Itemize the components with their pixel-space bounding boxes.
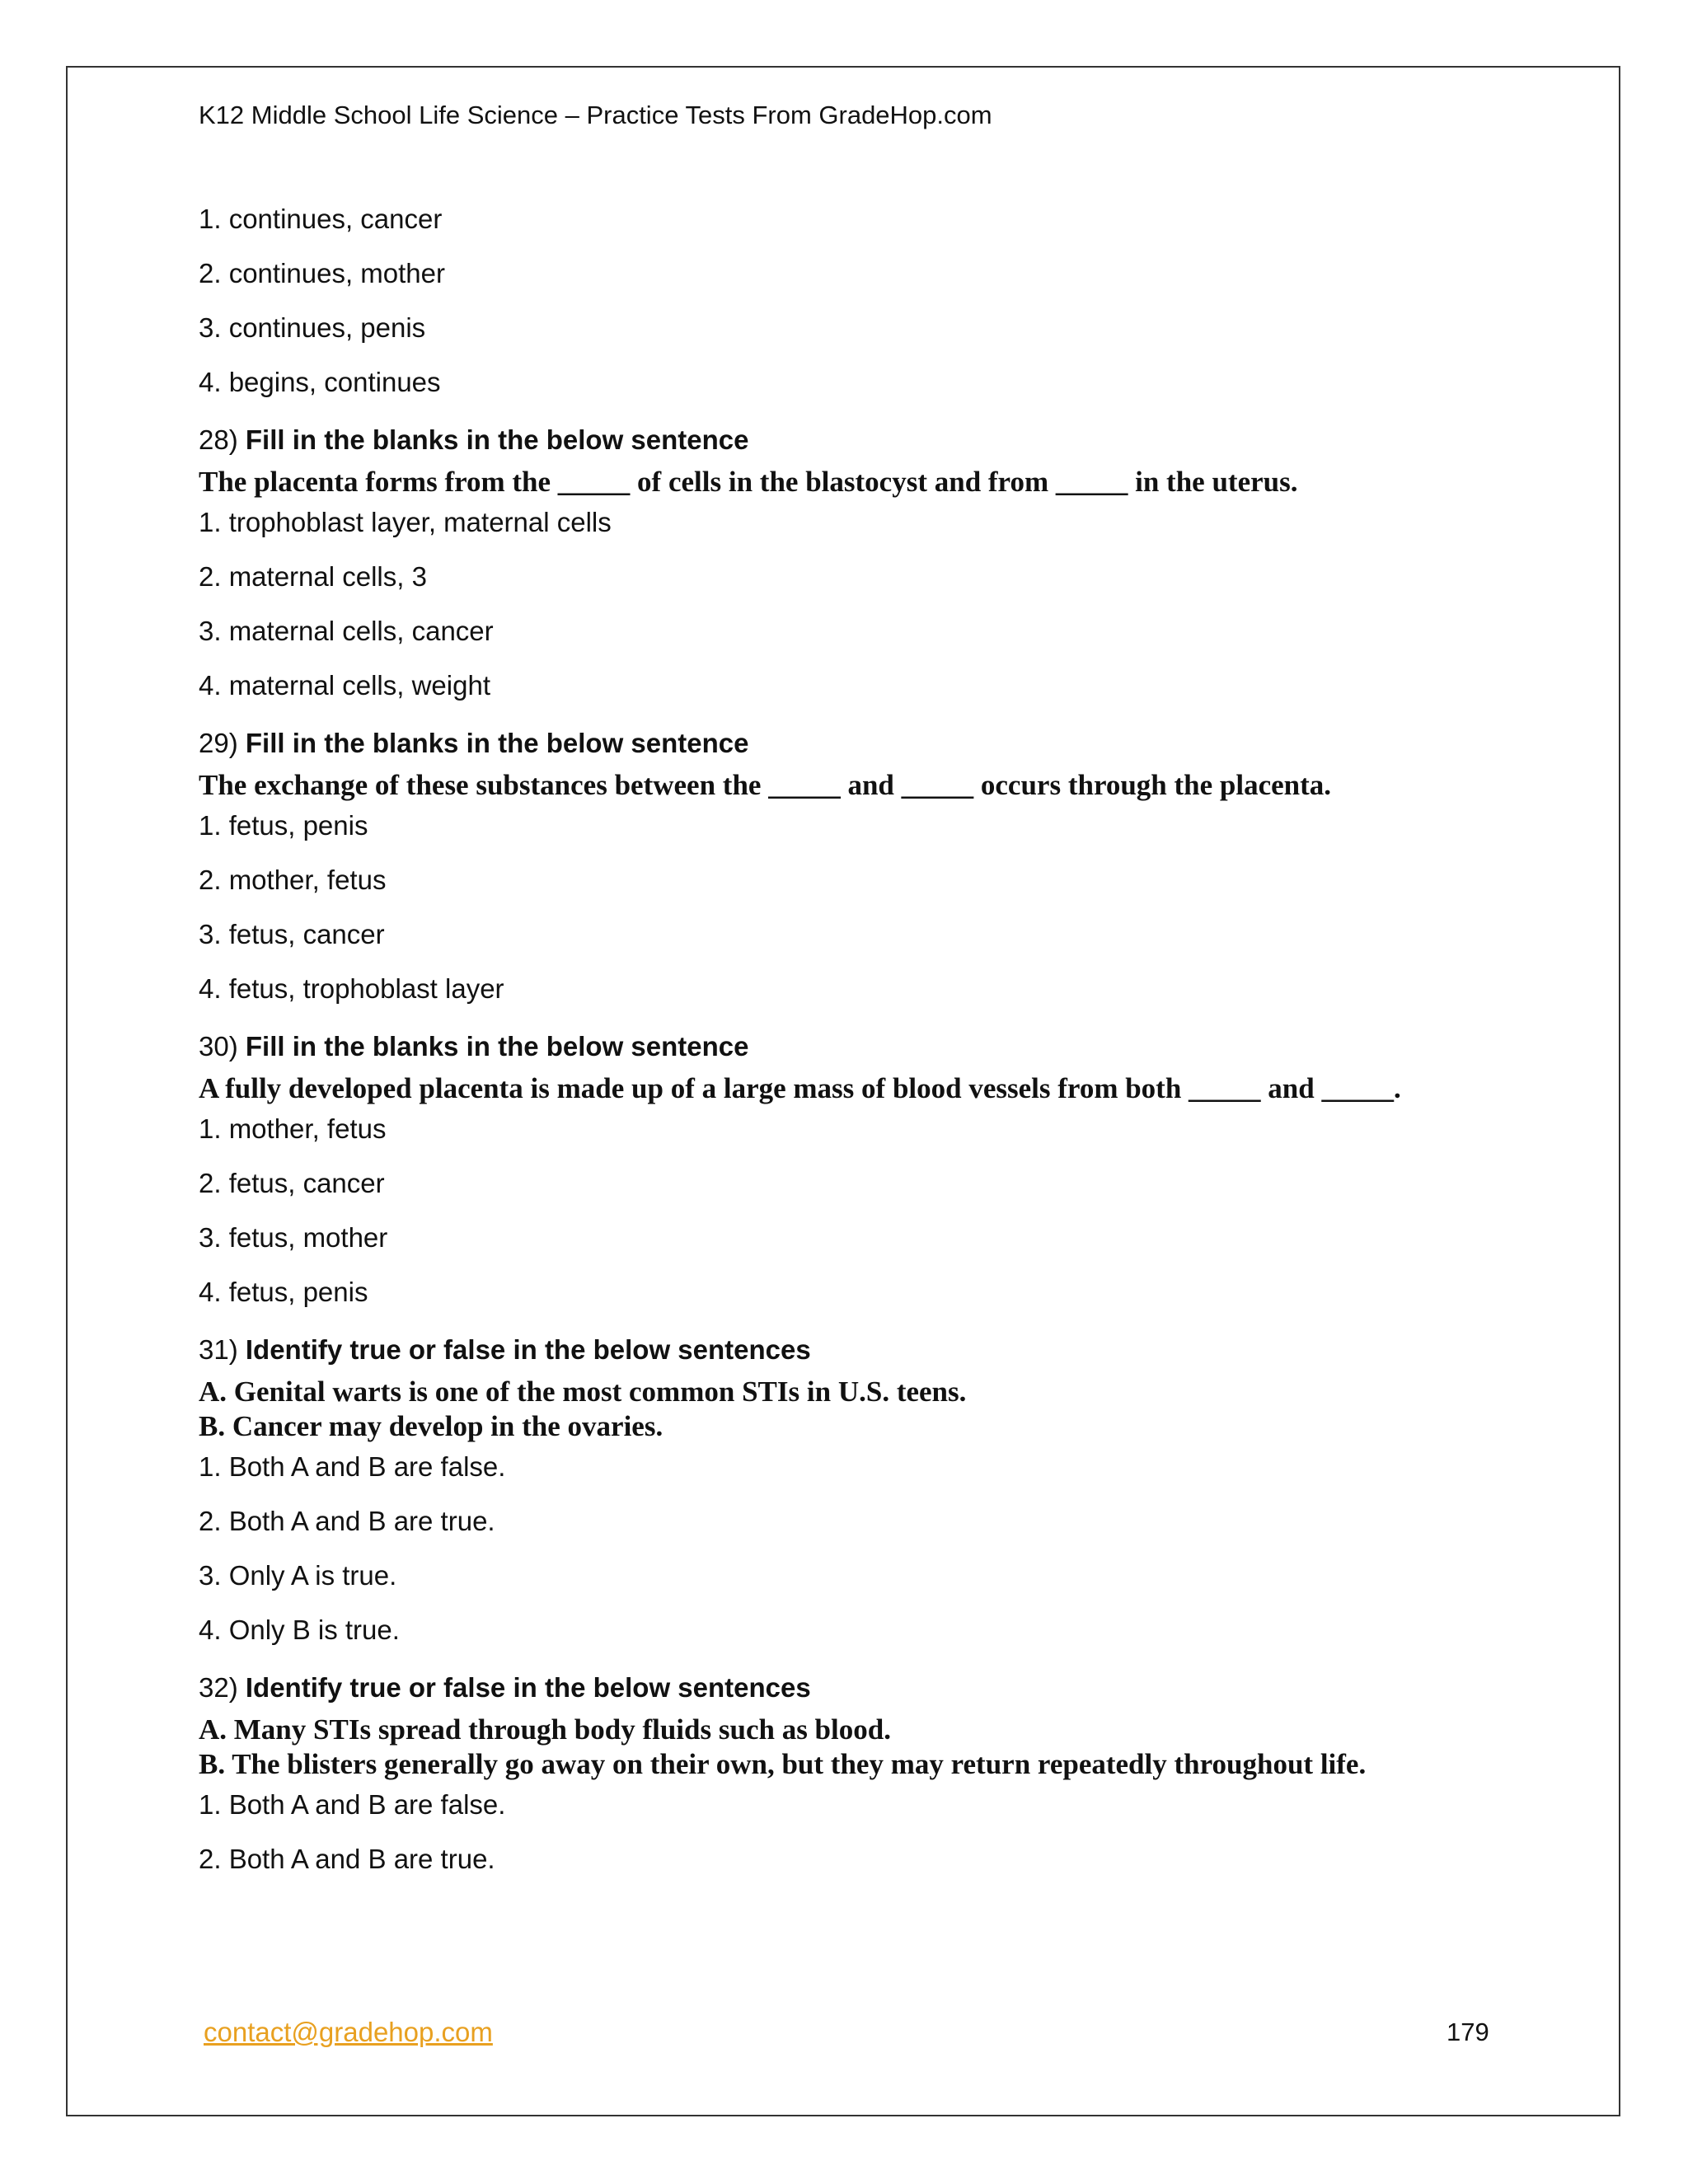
option: 4. fetus, penis	[199, 1277, 368, 1307]
option: 2. maternal cells, 3	[199, 561, 427, 592]
page-header: K12 Middle School Life Science – Practice Tests From GradeHop.com	[199, 101, 992, 129]
question-number: 31)	[199, 1334, 238, 1365]
question-31	[199, 1332, 1550, 1648]
question-32	[199, 1670, 1550, 1877]
question-28	[199, 422, 1550, 704]
option: 1. Both A and B are false.	[199, 1451, 506, 1482]
question-heading	[199, 422, 1550, 458]
option: 4. fetus, trophoblast layer	[199, 973, 504, 1004]
answer-options	[199, 1111, 1550, 1310]
answer-options	[199, 504, 1550, 704]
question-30	[199, 1029, 1550, 1310]
question-statement: A. Genital warts is one of the most common STIs in U.S. teens.	[199, 1376, 967, 1408]
question-instruction: Fill in the blanks in the below sentence	[245, 1031, 749, 1062]
question-number: 30)	[199, 1031, 238, 1062]
previous-question-options	[199, 201, 1550, 401]
option: 2. Both A and B are true.	[199, 1506, 495, 1536]
question-29	[199, 725, 1550, 1007]
question-instruction: Fill in the blanks in the below sentence	[245, 424, 749, 455]
option: 1. Both A and B are false.	[199, 1789, 506, 1820]
option: 4. Only B is true.	[199, 1615, 400, 1645]
question-statement: A fully developed placenta is made up of a large mass of blood vessels from both _____ and _____.	[199, 1072, 1401, 1104]
question-instruction: Identify true or false in the below sentences	[245, 1672, 811, 1703]
option: 2. mother, fetus	[199, 865, 387, 895]
answer-options	[199, 1449, 1550, 1648]
question-heading	[199, 1670, 1550, 1706]
answer-options	[199, 808, 1550, 1007]
option: 1. continues, cancer	[199, 204, 443, 234]
option: 3. Only A is true.	[199, 1560, 397, 1591]
option: 1. mother, fetus	[199, 1113, 387, 1144]
question-statement: B. The blisters generally go away on their own, but they may return repeatedly throughout life.	[199, 1748, 1367, 1780]
contact-email-link[interactable]: contact@gradehop.com	[204, 2017, 493, 2047]
answer-options	[199, 1787, 1550, 1877]
option: 3. fetus, mother	[199, 1222, 388, 1253]
option: 3. maternal cells, cancer	[199, 616, 494, 646]
question-instruction: Fill in the blanks in the below sentence	[245, 728, 749, 758]
option: 2. fetus, cancer	[199, 1168, 385, 1198]
page-content	[199, 201, 1550, 1877]
question-heading	[199, 1332, 1550, 1368]
question-instruction: Identify true or false in the below sentences	[245, 1334, 811, 1365]
option: 2. continues, mother	[199, 258, 445, 288]
option: 4. maternal cells, weight	[199, 670, 490, 701]
option: 3. continues, penis	[199, 312, 426, 343]
option: 4. begins, continues	[199, 367, 441, 397]
question-statement: B. Cancer may develop in the ovaries.	[199, 1410, 663, 1442]
question-number: 28)	[199, 424, 238, 455]
question-number: 32)	[199, 1672, 238, 1703]
page-number: 179	[1447, 2018, 1489, 2046]
option: 3. fetus, cancer	[199, 919, 385, 949]
option: 1. fetus, penis	[199, 810, 368, 841]
question-number: 29)	[199, 728, 238, 758]
question-heading	[199, 1029, 1550, 1065]
option: 2. Both A and B are true.	[199, 1844, 495, 1874]
question-statement: The placenta forms from the _____ of cells in the blastocyst and from _____ in the uterus.	[199, 466, 1298, 498]
question-statement: The exchange of these substances between the _____ and _____ occurs through the placenta.	[199, 769, 1332, 801]
question-statement: A. Many STIs spread through body fluids such as blood.	[199, 1713, 891, 1746]
option: 1. trophoblast layer, maternal cells	[199, 507, 612, 537]
question-heading	[199, 725, 1550, 762]
